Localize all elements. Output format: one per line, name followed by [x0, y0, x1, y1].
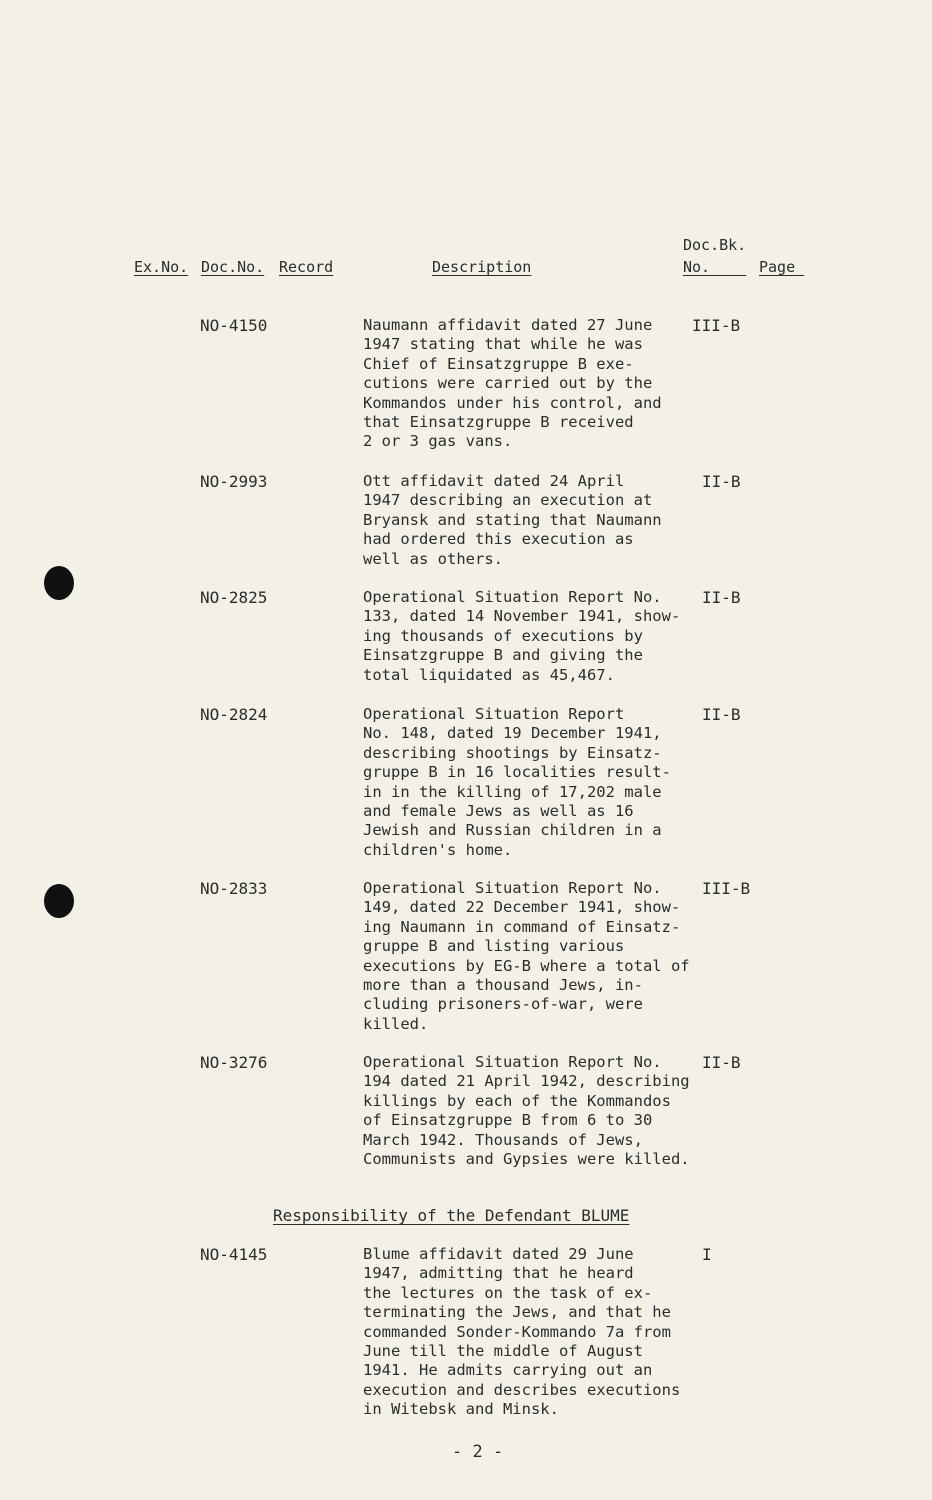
description-line: that Einsatzgruppe B received — [363, 413, 634, 432]
description-line: 194 dated 21 April 1942, describing — [363, 1072, 690, 1091]
entry-doc-no: NO-2824 — [200, 705, 268, 724]
entry-doc-no: NO-2993 — [200, 472, 268, 491]
entry-doc-no: NO-3276 — [200, 1053, 268, 1072]
entry-doc-book: II-B — [702, 472, 741, 491]
entry-doc-book: II-B — [702, 588, 741, 607]
description-line: Blume affidavit dated 29 June — [363, 1245, 634, 1263]
punch-hole-top — [44, 566, 74, 600]
punch-hole-bottom — [44, 884, 74, 918]
description-line: commanded Sonder-Kommando 7a from — [363, 1322, 671, 1341]
description-line: 1947, admitting that he heard — [363, 1264, 634, 1283]
description-line: Operational Situation Report No. — [363, 879, 662, 897]
description-line: well as others. — [363, 549, 503, 568]
description-line: in in the killing of 17,202 male — [363, 782, 662, 801]
description-line: June till the middle of August — [363, 1342, 643, 1361]
description-line: Operational Situation Report No. — [363, 588, 662, 606]
description-line: Operational Situation Report — [363, 705, 625, 723]
description-line: 133, dated 14 November 1941, show- — [363, 607, 681, 626]
description-line: Communists and Gypsies were killed. — [363, 1150, 690, 1169]
description-line: Ott affidavit dated 24 April — [363, 472, 625, 490]
description-line: children's home. — [363, 840, 513, 859]
entry-doc-book: II-B — [702, 705, 741, 724]
description-line: had ordered this execution as — [363, 530, 634, 549]
description-line: Bryansk and stating that Naumann — [363, 510, 662, 529]
description-line: Chief of Einsatzgruppe B exe- — [363, 354, 634, 373]
entry-doc-no: NO-2825 — [200, 588, 268, 607]
description-line: 1947 stating that while he was — [363, 335, 643, 354]
entry-description — [363, 1053, 690, 1169]
description-line: terminating the Jews, and that he — [363, 1303, 671, 1322]
description-line: Einsatzgruppe B and giving the — [363, 646, 643, 665]
description-line: killings by each of the Kommandos — [363, 1091, 671, 1110]
header-description: Description — [432, 258, 532, 276]
header-doc-bk: Doc.Bk. — [683, 236, 747, 254]
entry-doc-no: NO-2833 — [200, 879, 268, 898]
entry-doc-book: III-B — [702, 879, 751, 898]
header-ex-no: Ex.No. — [134, 258, 189, 276]
page-number: - 2 - — [452, 1442, 504, 1462]
entry-description — [363, 472, 662, 569]
header-bk-no: No. _ _ — [683, 258, 747, 276]
description-line: cluding prisoners-of-war, were — [363, 995, 643, 1014]
description-line: 2 or 3 gas vans. — [363, 432, 513, 451]
entry-doc-book: II-B — [702, 1053, 741, 1072]
description-line: describing shootings by Einsatz- — [363, 743, 662, 762]
header-doc-no: Doc.No. — [201, 258, 265, 276]
description-line: March 1942. Thousands of Jews, — [363, 1130, 643, 1149]
entry-description — [363, 705, 671, 860]
description-line: more than a thousand Jews, in- — [363, 976, 643, 995]
header-record: Record — [279, 258, 334, 276]
entry-description — [363, 879, 690, 1034]
description-line: No. 148, dated 19 December 1941, — [363, 724, 662, 743]
description-line: 1947 describing an execution at — [363, 491, 653, 510]
description-line: ing thousands of executions by — [363, 626, 643, 645]
description-line: executions by EG-B where a total of — [363, 956, 690, 975]
entry-description — [363, 1245, 680, 1420]
description-line: of Einsatzgruppe B from 6 to 30 — [363, 1111, 653, 1130]
description-line: total liquidated as 45,467. — [363, 665, 615, 684]
description-line: cutions were carried out by the — [363, 374, 653, 393]
header-page: Page_ — [759, 258, 805, 276]
description-line: the lectures on the task of ex- — [363, 1283, 653, 1302]
description-line: Jewish and Russian children in a — [363, 821, 662, 840]
description-line: ing Naumann in command of Einsatz- — [363, 917, 681, 936]
description-line: Kommandos under his control, and — [363, 393, 662, 412]
description-line: Operational Situation Report No. — [363, 1053, 662, 1071]
description-line: gruppe B in 16 localities result- — [363, 763, 671, 782]
description-line: 1941. He admits carrying out an — [363, 1361, 653, 1380]
entry-description — [363, 588, 680, 685]
description-line: execution and describes executions — [363, 1380, 681, 1399]
entry-description — [363, 316, 662, 452]
description-line: gruppe B and listing various — [363, 937, 625, 956]
entry-doc-no: NO-4145 — [200, 1245, 268, 1264]
description-line: Naumann affidavit dated 27 June — [363, 316, 653, 334]
entry-doc-no: NO-4150 — [200, 316, 268, 335]
entry-doc-book: III-B — [692, 316, 741, 335]
description-line: and female Jews as well as 16 — [363, 802, 634, 821]
section-heading: Responsibility of the Defendant BLUME — [273, 1206, 630, 1225]
description-line: in Witebsk and Minsk. — [363, 1400, 559, 1419]
description-line: killed. — [363, 1014, 429, 1033]
entry-doc-book: I — [702, 1245, 712, 1264]
description-line: 149, dated 22 December 1941, show- — [363, 898, 681, 917]
